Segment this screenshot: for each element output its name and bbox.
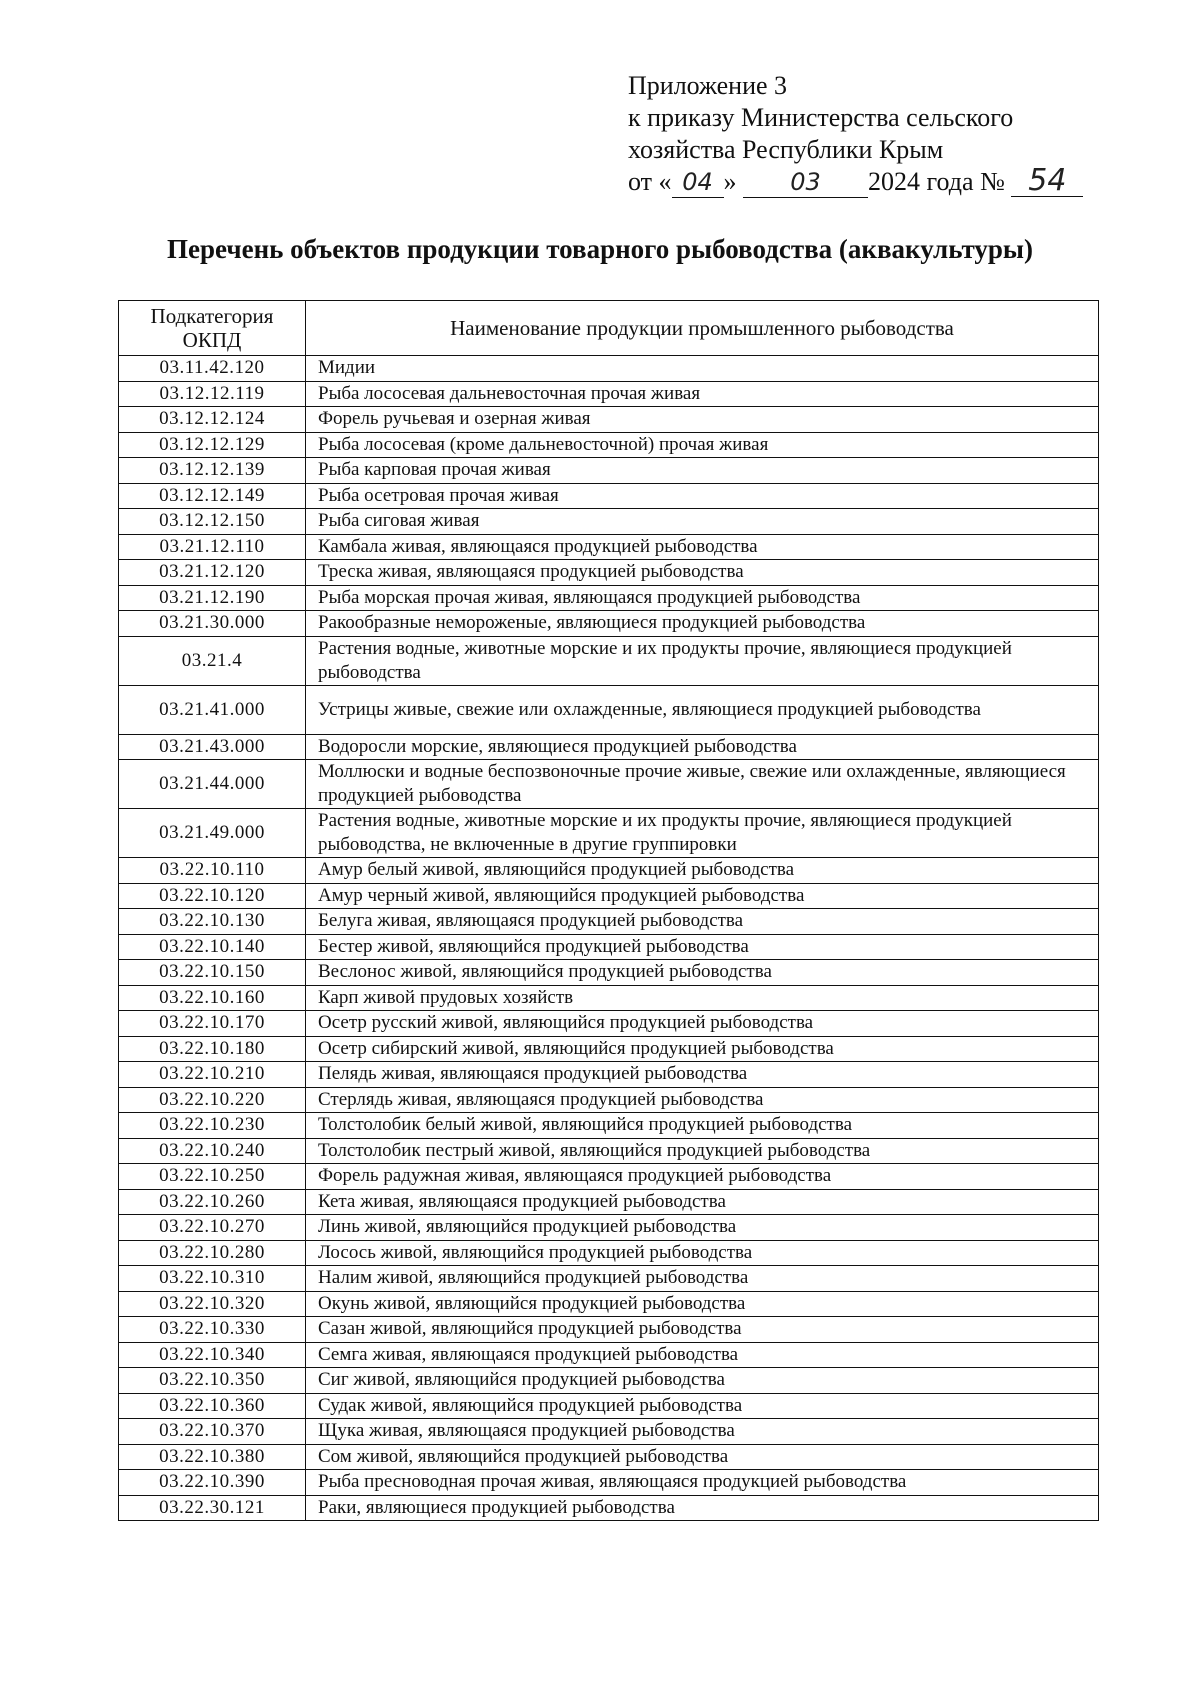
table-row (119, 560, 1099, 586)
okpd-code-cell: 03.22.10.370 (119, 1419, 306, 1445)
table-row (119, 685, 1099, 734)
okpd-code-cell: 03.22.10.380 (119, 1444, 306, 1470)
product-name-cell: Бестер живой, являющийся продукцией рыбоводства (306, 934, 1099, 960)
product-name-cell: Судак живой, являющийся продукцией рыбоводства (306, 1393, 1099, 1419)
table-row (119, 985, 1099, 1011)
table-row (119, 858, 1099, 884)
table-body (119, 356, 1099, 1521)
okpd-code-cell: 03.12.12.119 (119, 381, 306, 407)
handwritten-day: 04 (672, 171, 724, 198)
okpd-code-cell: 03.22.10.340 (119, 1342, 306, 1368)
product-name-cell: Лосось живой, являющийся продукцией рыбоводства (306, 1240, 1099, 1266)
okpd-code-cell: 03.22.10.330 (119, 1317, 306, 1343)
okpd-code-cell: 03.22.10.320 (119, 1291, 306, 1317)
table-row (119, 934, 1099, 960)
handwritten-month: 03 (743, 171, 868, 198)
product-name-cell: Рыба карповая прочая живая (306, 458, 1099, 484)
okpd-code-cell: 03.12.12.124 (119, 407, 306, 433)
appendix-ministry: хозяйства Республики Крым (628, 135, 944, 164)
document-title: Перечень объектов продукции товарного рыбоводства (аквакультуры) (167, 234, 1033, 264)
table-row (119, 1419, 1099, 1445)
product-name-cell: Рыба сиговая живая (306, 509, 1099, 535)
product-name-cell: Толстолобик белый живой, являющийся продукцией рыбоводства (306, 1113, 1099, 1139)
table-row (119, 1342, 1099, 1368)
okpd-code-cell: 03.22.10.250 (119, 1164, 306, 1190)
appendix-order-ref: к приказу Министерства сельского (628, 103, 1014, 132)
product-name-cell: Рыба морская прочая живая, являющаяся продукцией рыбоводства (306, 585, 1099, 611)
table-row (119, 1215, 1099, 1241)
okpd-code-cell: 03.22.10.350 (119, 1368, 306, 1394)
product-name-cell: Треска живая, являющаяся продукцией рыбоводства (306, 560, 1099, 586)
okpd-code-cell: 03.22.10.230 (119, 1113, 306, 1139)
products-table (118, 300, 1099, 1521)
table-row (119, 1368, 1099, 1394)
table-row (119, 1189, 1099, 1215)
product-name-cell: Сом живой, являющийся продукцией рыбоводства (306, 1444, 1099, 1470)
product-name-cell: Рыба осетровая прочая живая (306, 483, 1099, 509)
okpd-code-cell: 03.22.10.180 (119, 1036, 306, 1062)
okpd-code-cell: 03.22.10.120 (119, 883, 306, 909)
table-row (119, 1036, 1099, 1062)
product-name-cell: Щука живая, являющаяся продукцией рыбоводства (306, 1419, 1099, 1445)
product-name-cell: Окунь живой, являющийся продукцией рыбоводства (306, 1291, 1099, 1317)
table-row (119, 1317, 1099, 1343)
table-row (119, 1495, 1099, 1521)
okpd-code-cell: 03.12.12.129 (119, 432, 306, 458)
table-header-row (119, 301, 1099, 356)
okpd-code-cell: 03.22.10.110 (119, 858, 306, 884)
okpd-code-cell: 03.22.10.160 (119, 985, 306, 1011)
table-row (119, 1011, 1099, 1037)
table-row (119, 1393, 1099, 1419)
product-name-cell: Стерлядь живая, являющаяся продукцией рыбоводства (306, 1087, 1099, 1113)
okpd-code-cell: 03.12.12.150 (119, 509, 306, 535)
okpd-code-cell: 03.22.10.170 (119, 1011, 306, 1037)
okpd-code-cell: 03.22.10.220 (119, 1087, 306, 1113)
product-name-cell: Толстолобик пестрый живой, являющийся продукцией рыбоводства (306, 1138, 1099, 1164)
table-row (119, 1444, 1099, 1470)
product-name-cell: Амур белый живой, являющийся продукцией рыбоводства (306, 858, 1099, 884)
table-row (119, 1470, 1099, 1496)
product-name-cell: Форель радужная живая, являющаяся продукцией рыбоводства (306, 1164, 1099, 1190)
okpd-code-cell: 03.22.10.390 (119, 1470, 306, 1496)
okpd-code-cell: 03.21.41.000 (119, 685, 306, 734)
date-prefix: от « (628, 167, 672, 196)
product-name-cell: Амур черный живой, являющийся продукцией рыбоводства (306, 883, 1099, 909)
product-name-cell: Сазан живой, являющийся продукцией рыбоводства (306, 1317, 1099, 1343)
year-text: 2024 года № (868, 167, 1005, 196)
product-name-cell: Растения водные, животные морские и их продукты прочие, являющиеся продукцией рыбоводства (306, 636, 1099, 685)
okpd-code-cell: 03.21.4 (119, 636, 306, 685)
header-code: Подкатегория ОКПД (119, 301, 306, 356)
okpd-code-cell: 03.22.10.130 (119, 909, 306, 935)
table-row (119, 636, 1099, 685)
okpd-code-cell: 03.22.10.280 (119, 1240, 306, 1266)
okpd-code-cell: 03.22.10.210 (119, 1062, 306, 1088)
product-name-cell: Карп живой прудовых хозяйств (306, 985, 1099, 1011)
product-name-cell: Ракообразные немороженые, являющиеся продукцией рыбоводства (306, 611, 1099, 637)
okpd-code-cell: 03.22.10.240 (119, 1138, 306, 1164)
okpd-code-cell: 03.22.30.121 (119, 1495, 306, 1521)
okpd-code-cell: 03.11.42.120 (119, 356, 306, 382)
okpd-code-cell: 03.21.30.000 (119, 611, 306, 637)
product-name-cell: Осетр русский живой, являющийся продукцией рыбоводства (306, 1011, 1099, 1037)
table-row (119, 534, 1099, 560)
okpd-code-cell: 03.21.43.000 (119, 734, 306, 760)
table-row (119, 760, 1099, 809)
product-name-cell: Растения водные, животные морские и их продукты прочие, являющиеся продукцией рыбоводства, не включенные в другие группировки (306, 809, 1099, 858)
table-row (119, 483, 1099, 509)
okpd-code-cell: 03.21.44.000 (119, 760, 306, 809)
table-row (119, 432, 1099, 458)
product-name-cell: Камбала живая, являющаяся продукцией рыбоводства (306, 534, 1099, 560)
table-row (119, 509, 1099, 535)
table-row (119, 381, 1099, 407)
table-row (119, 1164, 1099, 1190)
product-name-cell: Устрицы живые, свежие или охлажденные, являющиеся продукцией рыбоводства (306, 685, 1099, 734)
okpd-code-cell: 03.12.12.139 (119, 458, 306, 484)
table-row (119, 734, 1099, 760)
okpd-code-cell: 03.22.10.310 (119, 1266, 306, 1292)
date-mid: » (723, 167, 737, 196)
product-name-cell: Белуга живая, являющаяся продукцией рыбоводства (306, 909, 1099, 935)
product-name-cell: Сиг живой, являющийся продукцией рыбоводства (306, 1368, 1099, 1394)
table-row (119, 960, 1099, 986)
product-name-cell: Рыба пресноводная прочая живая, являющаяся продукцией рыбоводства (306, 1470, 1099, 1496)
product-name-cell: Веслонос живой, являющийся продукцией рыбоводства (306, 960, 1099, 986)
product-name-cell: Моллюски и водные беспозвоночные прочие живые, свежие или охлажденные, являющиеся продукцией рыбоводства (306, 760, 1099, 809)
product-name-cell: Семга живая, являющаяся продукцией рыбоводства (306, 1342, 1099, 1368)
table-row (119, 458, 1099, 484)
table-row (119, 883, 1099, 909)
okpd-code-cell: 03.21.12.110 (119, 534, 306, 560)
product-name-cell: Пелядь живая, являющаяся продукцией рыбоводства (306, 1062, 1099, 1088)
appendix-block (628, 70, 1083, 198)
header-name: Наименование продукции промышленного рыбоводства (306, 301, 1099, 356)
okpd-code-cell: 03.22.10.260 (119, 1189, 306, 1215)
product-name-cell: Форель ручьевая и озерная живая (306, 407, 1099, 433)
table-row (119, 809, 1099, 858)
okpd-code-cell: 03.21.12.120 (119, 560, 306, 586)
table-row (119, 356, 1099, 382)
product-name-cell: Налим живой, являющийся продукцией рыбоводства (306, 1266, 1099, 1292)
appendix-date-line (628, 163, 1083, 198)
appendix-title: Приложение 3 (628, 71, 788, 100)
okpd-code-cell: 03.22.10.150 (119, 960, 306, 986)
okpd-code-cell: 03.21.12.190 (119, 585, 306, 611)
product-name-cell: Мидии (306, 356, 1099, 382)
product-name-cell: Линь живой, являющийся продукцией рыбоводства (306, 1215, 1099, 1241)
product-name-cell: Кета живая, являющаяся продукцией рыбоводства (306, 1189, 1099, 1215)
product-name-cell: Рыба лососевая (кроме дальневосточной) прочая живая (306, 432, 1099, 458)
okpd-code-cell: 03.12.12.149 (119, 483, 306, 509)
table-row (119, 407, 1099, 433)
product-name-cell: Раки, являющиеся продукцией рыбоводства (306, 1495, 1099, 1521)
okpd-code-cell: 03.22.10.140 (119, 934, 306, 960)
product-name-cell: Рыба лососевая дальневосточная прочая живая (306, 381, 1099, 407)
handwritten-order-number: 54 (1011, 170, 1083, 197)
okpd-code-cell: 03.21.49.000 (119, 809, 306, 858)
product-name-cell: Водоросли морские, являющиеся продукцией рыбоводства (306, 734, 1099, 760)
table-row (119, 1113, 1099, 1139)
table-row (119, 585, 1099, 611)
table-row (119, 1062, 1099, 1088)
table-row (119, 1240, 1099, 1266)
table-row (119, 611, 1099, 637)
table-row (119, 1087, 1099, 1113)
table-row (119, 1138, 1099, 1164)
product-name-cell: Осетр сибирский живой, являющийся продукцией рыбоводства (306, 1036, 1099, 1062)
okpd-code-cell: 03.22.10.360 (119, 1393, 306, 1419)
table-row (119, 1291, 1099, 1317)
table-row (119, 909, 1099, 935)
okpd-code-cell: 03.22.10.270 (119, 1215, 306, 1241)
table-row (119, 1266, 1099, 1292)
